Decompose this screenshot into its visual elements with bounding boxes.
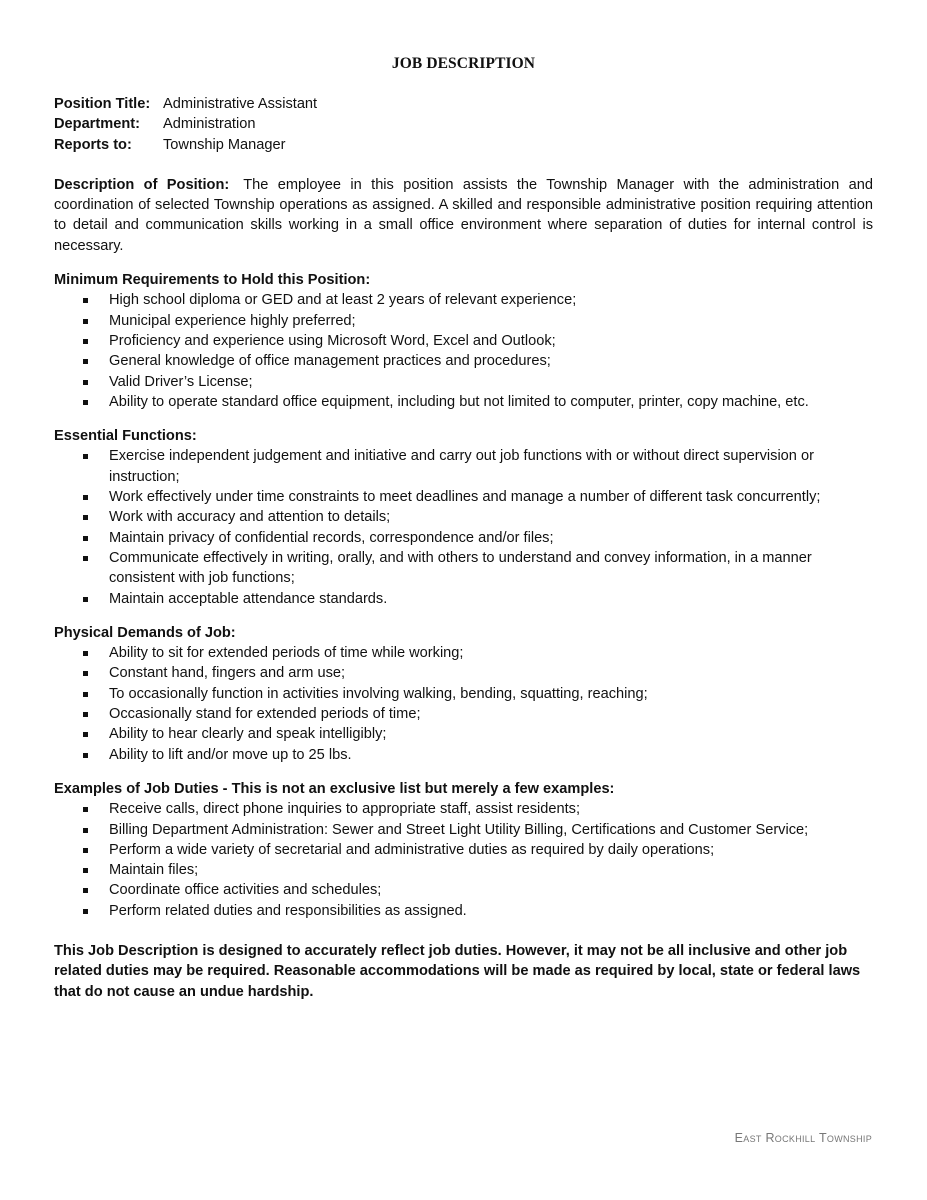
bullet-list — [54, 446, 873, 608]
square-bullet-icon — [83, 454, 88, 459]
list-item-text: Ability to lift and/or move up to 25 lbs. — [109, 746, 352, 763]
list-item — [54, 487, 873, 507]
section-heading: Examples of Job Duties - This is not an exclusive list but merely a few examples: — [54, 780, 615, 797]
list-item-text: Coordinate office activities and schedules; — [109, 882, 382, 899]
list-item — [54, 351, 873, 371]
list-item — [54, 745, 873, 765]
list-item-text: High school diploma or GED and at least 2 years of relevant experience; — [109, 292, 577, 309]
square-bullet-icon — [83, 400, 88, 405]
list-item — [54, 392, 873, 412]
section-essential-functions — [54, 426, 873, 609]
list-item — [54, 372, 873, 392]
section-heading: Essential Functions: — [54, 428, 197, 445]
description-text: The employee in this position assists the Township Manager with the administration and coordination of selected Township operations as assigned. A skilled and responsible administrative position requiring attention to detail and communication skills working in a small office environment where separation of duties for internal control is necessary. — [54, 176, 874, 254]
list-item-text: Constant hand, fingers and arm use; — [109, 665, 346, 682]
square-bullet-icon — [83, 651, 88, 656]
section-job-duties — [54, 779, 873, 921]
meta-reports-to — [54, 135, 873, 155]
description-paragraph — [54, 175, 873, 256]
list-item-text: Proficiency and experience using Microsoft Word, Excel and Outlook; — [109, 332, 556, 349]
list-item — [54, 311, 873, 331]
list-item-text: Occasionally stand for extended periods of time; — [109, 706, 421, 723]
list-item-text: Communicate effectively in writing, orally, and with others to understand and convey information, in a manner consistent with job functions; — [109, 549, 812, 587]
list-item-text: Maintain acceptable attendance standards. — [109, 590, 388, 607]
list-item-text: Ability to operate standard office equipment, including but not limited to computer, printer, copy machine, etc. — [109, 393, 809, 410]
list-item — [54, 507, 873, 527]
square-bullet-icon — [83, 495, 88, 500]
list-item — [54, 684, 873, 704]
bullet-list — [54, 290, 873, 412]
meta-position-title — [54, 94, 873, 114]
description-label: Description of Position: — [54, 176, 230, 193]
square-bullet-icon — [83, 515, 88, 520]
list-item-text: Municipal experience highly preferred; — [109, 312, 356, 329]
list-item-text: Maintain privacy of confidential records, correspondence and/or files; — [109, 529, 554, 546]
list-item — [54, 331, 873, 351]
square-bullet-icon — [83, 298, 88, 303]
meta-label: Department: — [54, 116, 140, 133]
square-bullet-icon — [83, 868, 88, 873]
list-item-text: General knowledge of office management practices and procedures; — [109, 353, 551, 370]
document-title: JOB DESCRIPTION — [391, 55, 536, 72]
list-item-text: Perform related duties and responsibilities as assigned. — [109, 902, 467, 919]
square-bullet-icon — [83, 671, 88, 676]
list-item-text: Valid Driver’s License; — [109, 373, 253, 390]
list-item — [54, 799, 873, 819]
square-bullet-icon — [83, 380, 88, 385]
square-bullet-icon — [83, 339, 88, 344]
list-item-text: Maintain files; — [109, 862, 199, 879]
meta-label: Position Title: — [54, 96, 151, 112]
list-item — [54, 643, 873, 663]
square-bullet-icon — [83, 848, 88, 853]
closing-statement: This Job Description is designed to accurately reflect job duties. However, it may not be all inclusive and other job related duties may be required. Reasonable accommodations will be made as required by local, state or federal laws that do not cause an undue hardship. — [54, 942, 861, 1000]
list-item — [54, 840, 873, 860]
bullet-list — [54, 799, 873, 921]
list-item-text: Billing Department Administration: Sewer and Street Light Utility Billing, Certifications and Customer Service; — [109, 821, 809, 838]
square-bullet-icon — [83, 536, 88, 541]
meta-value: Township Manager — [163, 136, 286, 153]
square-bullet-icon — [83, 753, 88, 758]
meta-department — [54, 114, 873, 134]
square-bullet-icon — [83, 732, 88, 737]
square-bullet-icon — [83, 888, 88, 893]
meta-label: Reports to: — [54, 136, 132, 153]
list-item — [54, 860, 873, 880]
footer-organization: East Rockhill Township — [734, 1131, 872, 1145]
list-item — [54, 589, 873, 609]
list-item-text: Receive calls, direct phone inquiries to appropriate staff, assist residents; — [109, 801, 581, 818]
square-bullet-icon — [83, 807, 88, 812]
square-bullet-icon — [83, 712, 88, 717]
list-item — [54, 446, 873, 487]
list-item-text: Exercise independent judgement and initiative and carry out job functions with or without direct supervision or instruction; — [109, 448, 814, 485]
document-body — [54, 94, 873, 1002]
list-item — [54, 820, 873, 840]
section-heading: Minimum Requirements to Hold this Position: — [54, 272, 371, 289]
list-item — [54, 290, 873, 310]
square-bullet-icon — [83, 828, 88, 833]
list-item — [54, 704, 873, 724]
list-item-text: Perform a wide variety of secretarial and administrative duties as required by daily operations; — [109, 841, 715, 858]
square-bullet-icon — [83, 692, 88, 697]
square-bullet-icon — [83, 319, 88, 324]
list-item — [54, 663, 873, 683]
square-bullet-icon — [83, 597, 88, 602]
list-item — [54, 528, 873, 548]
list-item — [54, 880, 873, 900]
list-item — [54, 901, 873, 921]
square-bullet-icon — [83, 909, 88, 914]
section-minimum-requirements — [54, 270, 873, 412]
list-item-text: Work with accuracy and attention to details; — [109, 509, 391, 526]
meta-value: Administration — [163, 116, 256, 133]
list-item — [54, 548, 873, 589]
section-physical-demands — [54, 623, 873, 765]
list-item-text: Work effectively under time constraints to meet deadlines and manage a number of different task concurrently; — [109, 489, 821, 506]
list-item-text: Ability to sit for extended periods of time while working; — [109, 645, 464, 662]
list-item — [54, 724, 873, 744]
section-heading: Physical Demands of Job: — [54, 624, 236, 641]
bullet-list — [54, 643, 873, 765]
list-item-text: Ability to hear clearly and speak intelligibly; — [109, 726, 387, 743]
list-item-text: To occasionally function in activities involving walking, bending, squatting, reaching; — [109, 685, 648, 702]
meta-value: Administrative Assistant — [163, 96, 318, 112]
square-bullet-icon — [83, 556, 88, 561]
square-bullet-icon — [83, 359, 88, 364]
